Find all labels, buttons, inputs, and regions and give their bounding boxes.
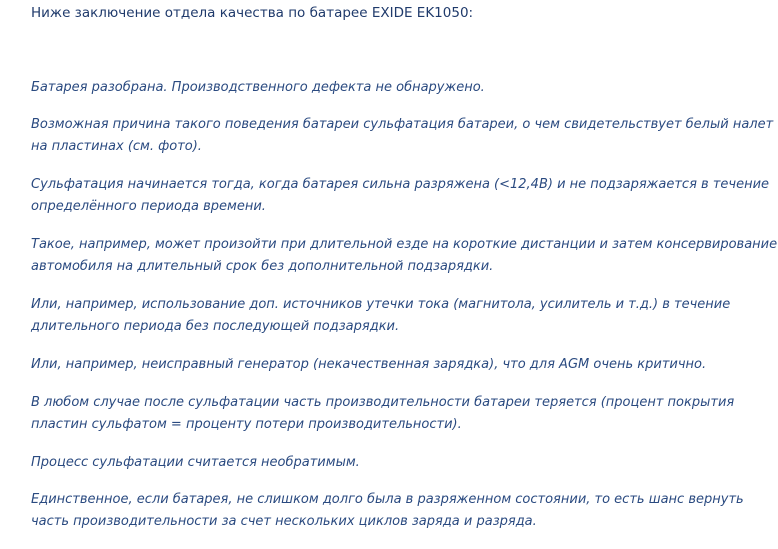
paragraph-line: Процесс сульфатации считается необратимым. xyxy=(31,455,360,470)
paragraph-line: В любом случае после сульфатации часть производительности батареи теряется (процент покрытия xyxy=(31,395,735,410)
paragraph-line: Батарея разобрана. Производственного дефекта не обнаружено. xyxy=(31,80,485,95)
paragraph-line: Или, например, использование доп. источников утечки тока (магнитола, усилитель и т.д.) в течение xyxy=(31,297,731,312)
paragraph-line: Возможная причина такого поведения батареи сульфатация батареи, о чем свидетельствует белый налет xyxy=(31,117,774,132)
paragraph-possible-cause xyxy=(31,114,774,158)
paragraph-line: на пластинах (см. фото). xyxy=(31,139,202,154)
paragraph-line: Или, например, неисправный генератор (некачественная зарядка), что для AGM очень критично. xyxy=(31,357,707,372)
paragraph-line: Сульфатация начинается тогда, когда батарея сильна разряжена (<12,4В) и не подзаряжается в течение xyxy=(31,177,770,192)
paragraph-line: Единственное, если батарея, не слишком долго была в разряженном состоянии, то есть шанс вернуть xyxy=(31,492,744,507)
paragraph-current-leak xyxy=(31,294,751,338)
paragraph-line: автомобиля на длительный срок без дополнительной подзарядки. xyxy=(31,259,494,274)
paragraph-line: Такое, например, может произойти при длительной езде на короткие дистанции и затем консервирование xyxy=(31,237,778,252)
paragraph-disassembled xyxy=(31,77,751,99)
paragraph-recovery-chance xyxy=(31,489,751,533)
paragraph-line: часть производительности за счет нескольких циклов заряда и разряда. xyxy=(31,514,537,529)
paragraph-line: определённого периода времени. xyxy=(31,199,266,214)
intro-text: Ниже заключение отдела качества по батарее EXIDE EK1050: xyxy=(31,5,474,21)
paragraph-line: пластин сульфатом = проценту потери производительности). xyxy=(31,417,462,432)
paragraph-sulfation-start xyxy=(31,174,770,218)
paragraph-short-trips xyxy=(31,234,778,278)
paragraph-irreversible xyxy=(31,452,751,474)
paragraph-capacity-loss xyxy=(31,392,751,436)
paragraph-generator xyxy=(31,354,751,376)
paragraph-line: длительного периода без последующей подзарядки. xyxy=(31,319,400,334)
